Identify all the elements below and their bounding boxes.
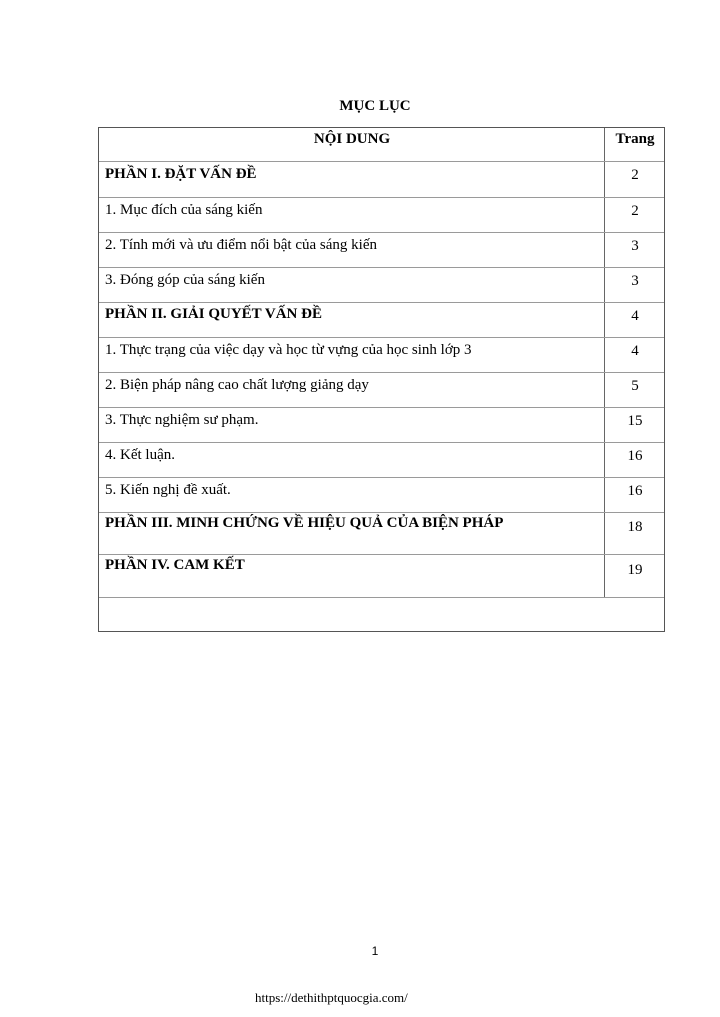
toc-row-text: PHẦN I. ĐẶT VẤN ĐỀ	[105, 166, 257, 182]
toc-row-text: 2. Biện pháp nâng cao chất lượng giảng dạy	[105, 377, 369, 393]
table-of-contents	[98, 127, 665, 632]
toc-row-2-5	[99, 478, 664, 513]
toc-row-text: 3. Đóng góp của sáng kiến	[105, 272, 265, 288]
toc-row-text: 5. Kiến nghị đề xuất.	[105, 482, 231, 498]
header-content-label: NỘI DUNG	[313, 131, 391, 147]
toc-row-page: 2	[631, 167, 639, 183]
toc-row-text: 3. Thực nghiệm sư phạm.	[105, 412, 259, 428]
toc-row-2-2	[99, 373, 664, 408]
toc-row-text: 1. Thực trạng của việc dạy và học từ vựng của học sinh lớp 3	[105, 342, 472, 358]
toc-row-page: 3	[631, 238, 639, 254]
toc-row-text: 4. Kết luận.	[105, 447, 175, 463]
footer-url: https://dethithptquocgia.com/	[255, 990, 408, 1005]
toc-row-page: 16	[627, 483, 643, 499]
toc-row-page: 19	[627, 562, 643, 578]
toc-row-part-3	[99, 513, 664, 555]
toc-row-2-3	[99, 408, 664, 443]
toc-row-2-4	[99, 443, 664, 478]
toc-row-page: 4	[631, 343, 639, 359]
toc-row-page: 18	[627, 519, 643, 535]
toc-row-page: 2	[631, 203, 639, 219]
header-page-label: Trang	[615, 131, 655, 147]
empty-row	[99, 598, 664, 631]
toc-row-text: PHẦN III. MINH CHỨNG VỀ HIỆU QUẢ CỦA BIỆN PHÁP	[105, 515, 504, 531]
toc-row-text: PHẦN II. GIẢI QUYẾT VẤN ĐỀ	[105, 306, 322, 322]
page-number: 1	[371, 944, 379, 958]
toc-row-1-1	[99, 198, 664, 233]
toc-row-page: 16	[627, 448, 643, 464]
toc-row-page: 5	[631, 378, 639, 394]
toc-row-page: 3	[631, 273, 639, 289]
toc-row-part-2	[99, 303, 664, 338]
toc-title: MỤC LỤC	[339, 98, 411, 114]
table-header-row	[99, 128, 664, 162]
toc-row-part-1	[99, 162, 664, 198]
toc-row-page: 15	[627, 413, 643, 429]
toc-row-text: PHẦN IV. CAM KẾT	[105, 557, 245, 573]
toc-row-text: 1. Mục đích của sáng kiến	[105, 202, 263, 218]
toc-row-part-4	[99, 555, 664, 598]
toc-row-1-3	[99, 268, 664, 303]
toc-row-text: 2. Tính mới và ưu điểm nổi bật của sáng kiến	[105, 237, 377, 253]
toc-row-page: 4	[631, 308, 639, 324]
toc-row-1-2	[99, 233, 664, 268]
toc-row-2-1	[99, 338, 664, 373]
